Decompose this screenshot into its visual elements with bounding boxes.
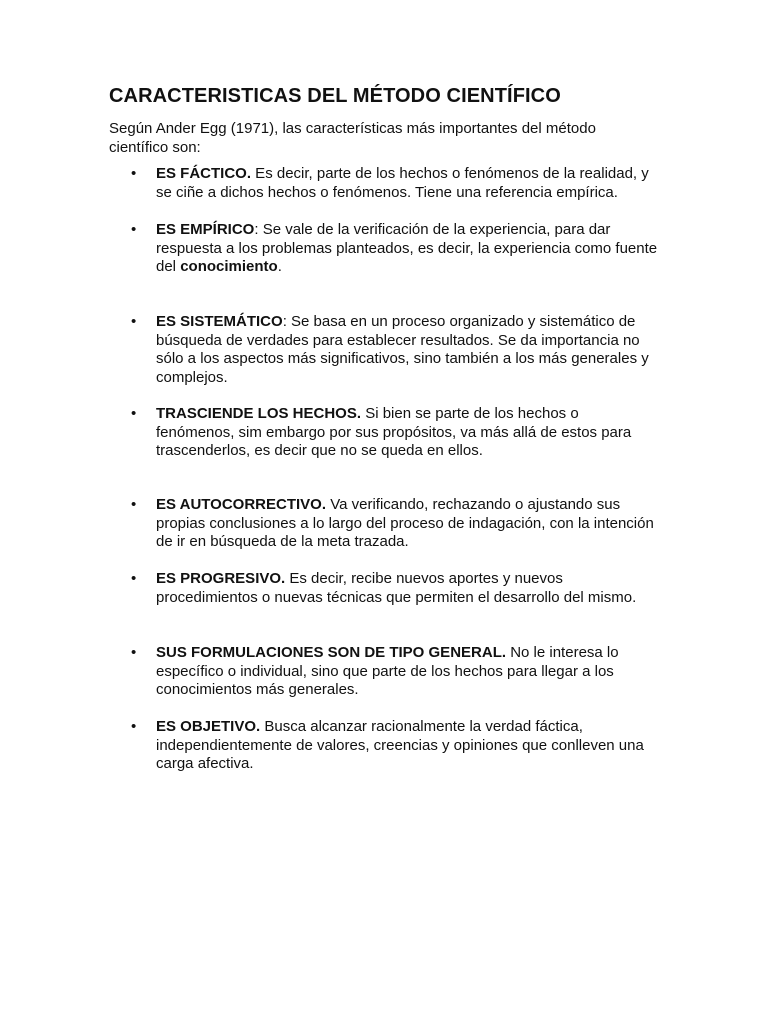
- item-description: Busca alcanzar racionalmente la verdad fáctica, independientemente de valores, creencias y opiniones que conlleven una carga afectiva.: [156, 718, 644, 772]
- item-text: [156, 313, 661, 387]
- bullet-icon: •: [131, 405, 137, 422]
- item-description: Si bien se parte de los hechos o fenómenos, sim embargo por sus propósitos, va más allá de estos para trascenderlos, es decir que no se queda en ellos.: [156, 405, 632, 459]
- item-text: [156, 496, 661, 552]
- item-term: ES EMPÍRICO: [156, 221, 255, 238]
- item-term: ES SISTEMÁTICO: [156, 313, 283, 330]
- item-description: : Se vale de la verificación de la experiencia, para dar respuesta a los problemas planteados, es decir, la experiencia como fuente del: [156, 221, 658, 275]
- item-text: [156, 165, 661, 202]
- item-term: TRASCIENDE LOS HECHOS.: [156, 405, 362, 422]
- intro-paragraph: Según Ander Egg (1971), las características más importantes del método científico son:: [109, 120, 596, 156]
- item-text: [156, 570, 661, 607]
- bullet-icon: •: [131, 165, 137, 182]
- bullet-icon: •: [131, 313, 137, 330]
- document-title: CARACTERISTICAS DEL MÉTODO CIENTÍFICO: [109, 85, 561, 107]
- bullet-icon: •: [131, 644, 137, 661]
- item-text: [156, 221, 661, 277]
- item-term: SUS FORMULACIONES SON DE TIPO GENERAL.: [156, 644, 507, 661]
- item-emphasis: conocimiento: [180, 258, 278, 275]
- item-text: [156, 405, 661, 461]
- item-description: No le interesa lo específico o individual, sino que parte de los hechos para llegar a los conocimientos más generales.: [156, 644, 619, 698]
- item-description: : Se basa en un proceso organizado y sistemático de búsqueda de verdades para establecer resultados. Se da importancia no sólo a los aspectos más significativos, sino también a los más generales y complejos.: [156, 313, 649, 386]
- item-description: Es decir, recibe nuevos aportes y nuevos procedimientos o nuevas técnicas que permiten el desarrollo del mismo.: [156, 570, 637, 606]
- bullet-icon: •: [131, 221, 137, 238]
- item-description: Va verificando, rechazando o ajustando sus propias conclusiones a lo largo del proceso de indagación, con la intención de ir en búsqueda de la meta trazada.: [156, 496, 654, 550]
- item-punctuation: .: [277, 258, 282, 275]
- item-term: ES PROGRESIVO.: [156, 570, 286, 587]
- item-text: [156, 718, 661, 774]
- item-term: ES FÁCTICO.: [156, 165, 252, 182]
- bullet-icon: •: [131, 718, 137, 735]
- item-term: ES OBJETIVO.: [156, 718, 261, 735]
- item-description: Es decir, parte de los hechos o fenómenos de la realidad, y se ciñe a dichos hechos o fenómenos. Tiene una referencia empírica.: [156, 165, 649, 201]
- bullet-icon: •: [131, 496, 137, 513]
- item-text: [156, 644, 661, 700]
- item-term: ES AUTOCORRECTIVO.: [156, 496, 327, 513]
- bullet-icon: •: [131, 570, 137, 587]
